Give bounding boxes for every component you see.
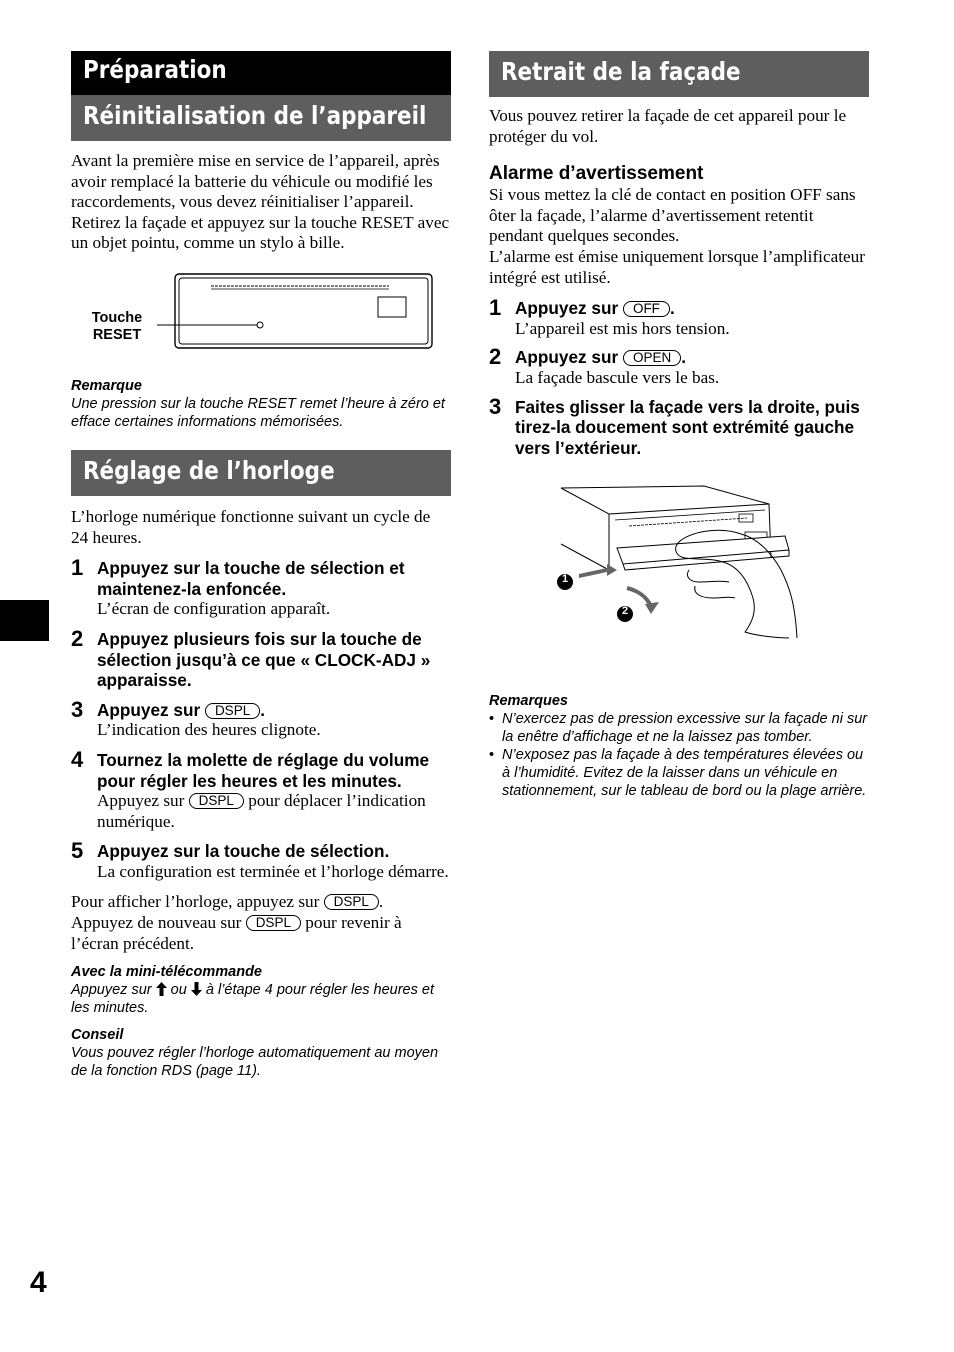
reset-figure-label: Touche RESET (91, 309, 143, 343)
reset-paragraph-1: Avant la première mise en service de l’appareil, après avoir remplacé la batterie du véhicule ou modifié les raccordements, vous devez réinitialiser l’appareil. (71, 151, 440, 212)
step-number: 4 (71, 746, 84, 772)
faceplate-removal-illustration (489, 478, 869, 678)
left-column (71, 51, 451, 1080)
arrow-up-icon (156, 982, 167, 996)
faceplate-intro: Vous pouvez retirer la façade de cet appareil pour le protéger du vol. (489, 106, 847, 146)
car-stereo-chassis-illustration (71, 272, 451, 372)
clock-outro: Pour afficher l’horloge, appuyez sur DSPL . Appuyez de nouveau sur DSPL pour revenir à l’écran précédent. (71, 892, 402, 953)
page-number: 4 (30, 1266, 47, 1299)
clock-step-1 (71, 555, 451, 620)
step-title: Tournez la molette de réglage du volume pour régler les heures et les minutes. (97, 749, 430, 791)
step-desc: L’appareil est mis hors tension. (515, 318, 730, 338)
step-number: 5 (71, 838, 84, 864)
step-title: Faites glisser la façade vers la droite, puis tirez-la doucement sont extrémité gauche vers l’extérieur. (515, 396, 860, 458)
alarm-subheading: Alarme d’avertissement (489, 163, 704, 185)
right-column (489, 51, 869, 800)
faceplate-removal-figure (489, 478, 869, 678)
reset-paragraph-2: Retirez la façade et appuyez sur la touche RESET avec un objet pointu, comme un stylo à bille. (71, 212, 450, 253)
clock-intro: L’horloge numérique fonctionne suivant un cycle de 24 heures. (71, 506, 431, 547)
step-desc: L’indication des heures clignote. (97, 720, 321, 740)
step-desc: La façade bascule vers le bas. (515, 367, 720, 387)
clock-step-3 (71, 696, 451, 741)
faceplate-notes-title: Remarques (489, 693, 568, 710)
dspl-key: DSPL (205, 703, 260, 719)
step-title: Appuyez plusieurs fois sur la touche de sélection jusqu’à ce que « CLOCK-ADJ » apparaisse. (97, 628, 431, 691)
clock-step-4 (71, 746, 451, 832)
faceplate-note-2: • N’exposez pas la façade à des températures élevées ou à l’humidité. Evitez de la laisser dans un véhicule en stationnement, sur le tableau de bord ou la plage arrière. (489, 746, 869, 800)
dspl-key: DSPL (324, 894, 379, 910)
faceplate-step-1 (489, 295, 869, 339)
tip-title: Conseil (71, 1027, 124, 1044)
step-number: 1 (489, 295, 502, 321)
step-desc: Appuyez sur DSPL pour déplacer l’indication numérique. (97, 791, 426, 831)
step-title: Appuyez sur OFF . (515, 298, 675, 319)
step-number: 3 (71, 696, 84, 722)
thumb-index-tab (0, 600, 49, 641)
step-number: 2 (489, 344, 502, 370)
clock-step-2 (71, 625, 451, 691)
alarm-paragraph-2: L’alarme est émise uniquement lorsque l’amplificateur intégré est utilisé. (489, 246, 865, 287)
faceplate-note-1: • N’exercez pas de pression excessive sur la façade ni sur la enêtre d’affichage et ne la laissez pas tomber. (489, 710, 869, 746)
faceplate-heading: Retrait de la façade (489, 51, 869, 97)
section-title: Préparation (71, 51, 451, 95)
step-title: Appuyez sur DSPL . (97, 699, 265, 720)
off-key: OFF (623, 301, 670, 317)
alarm-paragraph-1: Si vous mettez la clé de contact en position OFF sans ôter la façade, l’alarme d’avertissement retentit pendant quelques secondes. (489, 185, 856, 246)
reset-heading: Réinitialisation de l’appareil (71, 95, 451, 141)
remote-text: Appuyez sur ou à l’étape 4 pour régler les heures et les minutes. (71, 982, 434, 1017)
open-key: OPEN (623, 350, 681, 366)
step-desc: L’écran de configuration apparaît. (97, 599, 331, 619)
step-desc: La configuration est terminée et l’horloge démarre. (97, 861, 449, 881)
dspl-key: DSPL (246, 915, 301, 931)
tip-text: Vous pouvez régler l’horloge automatiquement au moyen de la fonction RDS (page 11). (71, 1045, 439, 1080)
clock-step-5 (71, 838, 451, 882)
reset-figure (71, 272, 451, 377)
reset-note-text: Une pression sur la touche RESET remet l’heure à zéro et efface certaines informations mémorisées. (71, 395, 445, 430)
dspl-key: DSPL (189, 793, 244, 809)
step-number: 2 (71, 625, 84, 651)
arrow-down-icon (191, 982, 202, 996)
clock-heading: Réglage de l’horloge (71, 450, 451, 496)
step-number: 1 (71, 555, 84, 581)
step-number: 3 (489, 393, 502, 419)
reset-note-title: Remarque (71, 377, 142, 394)
step-title: Appuyez sur la touche de sélection et maintenez-la enfoncée. (97, 558, 405, 599)
step-title: Appuyez sur la touche de sélection. (97, 841, 390, 862)
step-title: Appuyez sur OPEN . (515, 347, 686, 368)
remote-title: Avec la mini-télécommande (71, 964, 262, 981)
faceplate-step-3 (489, 393, 869, 459)
figure-marker-1: 1 (561, 573, 569, 586)
figure-marker-2: 2 (621, 605, 629, 618)
faceplate-step-2 (489, 344, 869, 388)
